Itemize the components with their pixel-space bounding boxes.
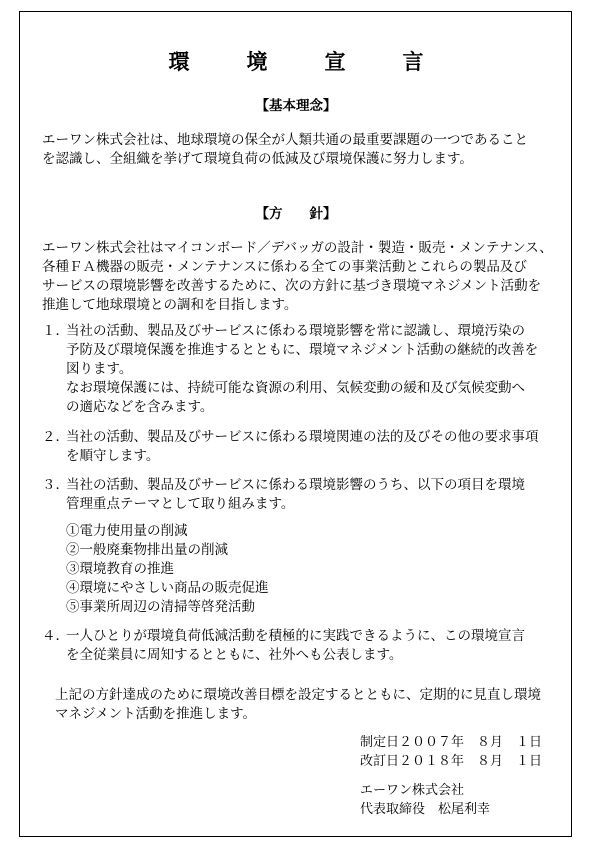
revised-date: 改訂日２０１８年 ８月 １日: [360, 754, 543, 769]
theme-item: ⑤事業所周辺の清掃等啓発活動: [66, 599, 255, 615]
item-line: 当社の活動、製品及びサービスに係わる環境影響のうち、以下の項目を環境: [66, 477, 525, 493]
policy-intro-text: [42, 239, 553, 315]
item-line: 予防及び環境保護を推進するとともに、環境マネジメント活動の継続的改善を: [66, 342, 539, 358]
theme-item: ③環境教育の推進: [66, 561, 174, 577]
item-line: を全従業員に周知するとともに、社外へも公表します。: [66, 647, 403, 663]
item-number: ２．: [42, 429, 69, 445]
item-line: なお環境保護には、持続可能な資源の利用、気候変動の緩和及び気候変動へ: [66, 380, 525, 396]
policy-line: 各種ＦＡ機器の販売・メンテナンスに係わる全ての事業活動とこれらの製品及び: [42, 259, 527, 275]
basic-line: を認識し、全組織を挙げて環境負荷の低減及び環境保護に努力します。: [42, 151, 473, 167]
theme-list: [66, 522, 269, 617]
company-name: エーワン株式会社: [360, 783, 465, 798]
theme-item: ④環境にやさしい商品の販売促進: [66, 580, 269, 596]
item-body: [66, 476, 525, 514]
item-line: の適応などを含みます。: [66, 399, 214, 415]
policy-line: サービスの環境影響を改善するために、次の方針に基づき環境マネジメント活動を: [42, 278, 542, 294]
item-body: [66, 322, 538, 417]
basic-philosophy-text: [42, 131, 528, 169]
theme-item: ①電力使用量の削減: [66, 523, 188, 539]
closing-line: マネジメント活動を推進します。: [55, 706, 257, 722]
item-line: 管理重点テーマとして取り組みます。: [66, 496, 295, 512]
item-number: ３．: [42, 477, 69, 493]
item-body: [66, 627, 525, 665]
policy-heading: 【方 針】: [255, 206, 337, 222]
signature-block: [360, 781, 490, 819]
item-number: ４．: [42, 628, 69, 644]
established-date: 制定日２００７年 ８月 １日: [360, 735, 543, 750]
theme-item: ②一般廃棄物排出量の削減: [66, 542, 228, 558]
item-line: 一人ひとりが環境負荷低減活動を積極的に実践できるように、この環境宣言: [66, 628, 525, 644]
page-title: 環 境 宣 言: [168, 50, 442, 74]
item-line: 当社の活動、製品及びサービスに係わる環境影響を常に認識し、環境汚染の: [66, 323, 525, 339]
basic-philosophy-heading: 【基本理念】: [255, 98, 337, 114]
representative-name: 代表取締役 松尾利幸: [360, 802, 491, 817]
closing-line: 上記の方針達成のために環境改善目標を設定するとともに、定期的に見直し環境: [55, 687, 541, 703]
item-body: [66, 428, 539, 466]
item-line: 当社の活動、製品及びサービスに係わる環境関連の法的及びその他の要求事項: [66, 429, 539, 445]
basic-line: エーワン株式会社は、地球環境の保全が人類共通の最重要課題の一つであること: [42, 132, 528, 148]
policy-line: エーワン株式会社はマイコンボード／デバッガの設計・製造・販売・メンテナンス、: [42, 240, 553, 256]
item-line: 図ります。: [66, 361, 133, 377]
closing-text: [55, 686, 541, 724]
item-number: １．: [42, 323, 69, 339]
item-line: を順守します。: [66, 448, 160, 464]
dates-block: [360, 733, 542, 771]
policy-line: 推進して地球環境との調和を目指します。: [42, 297, 298, 313]
